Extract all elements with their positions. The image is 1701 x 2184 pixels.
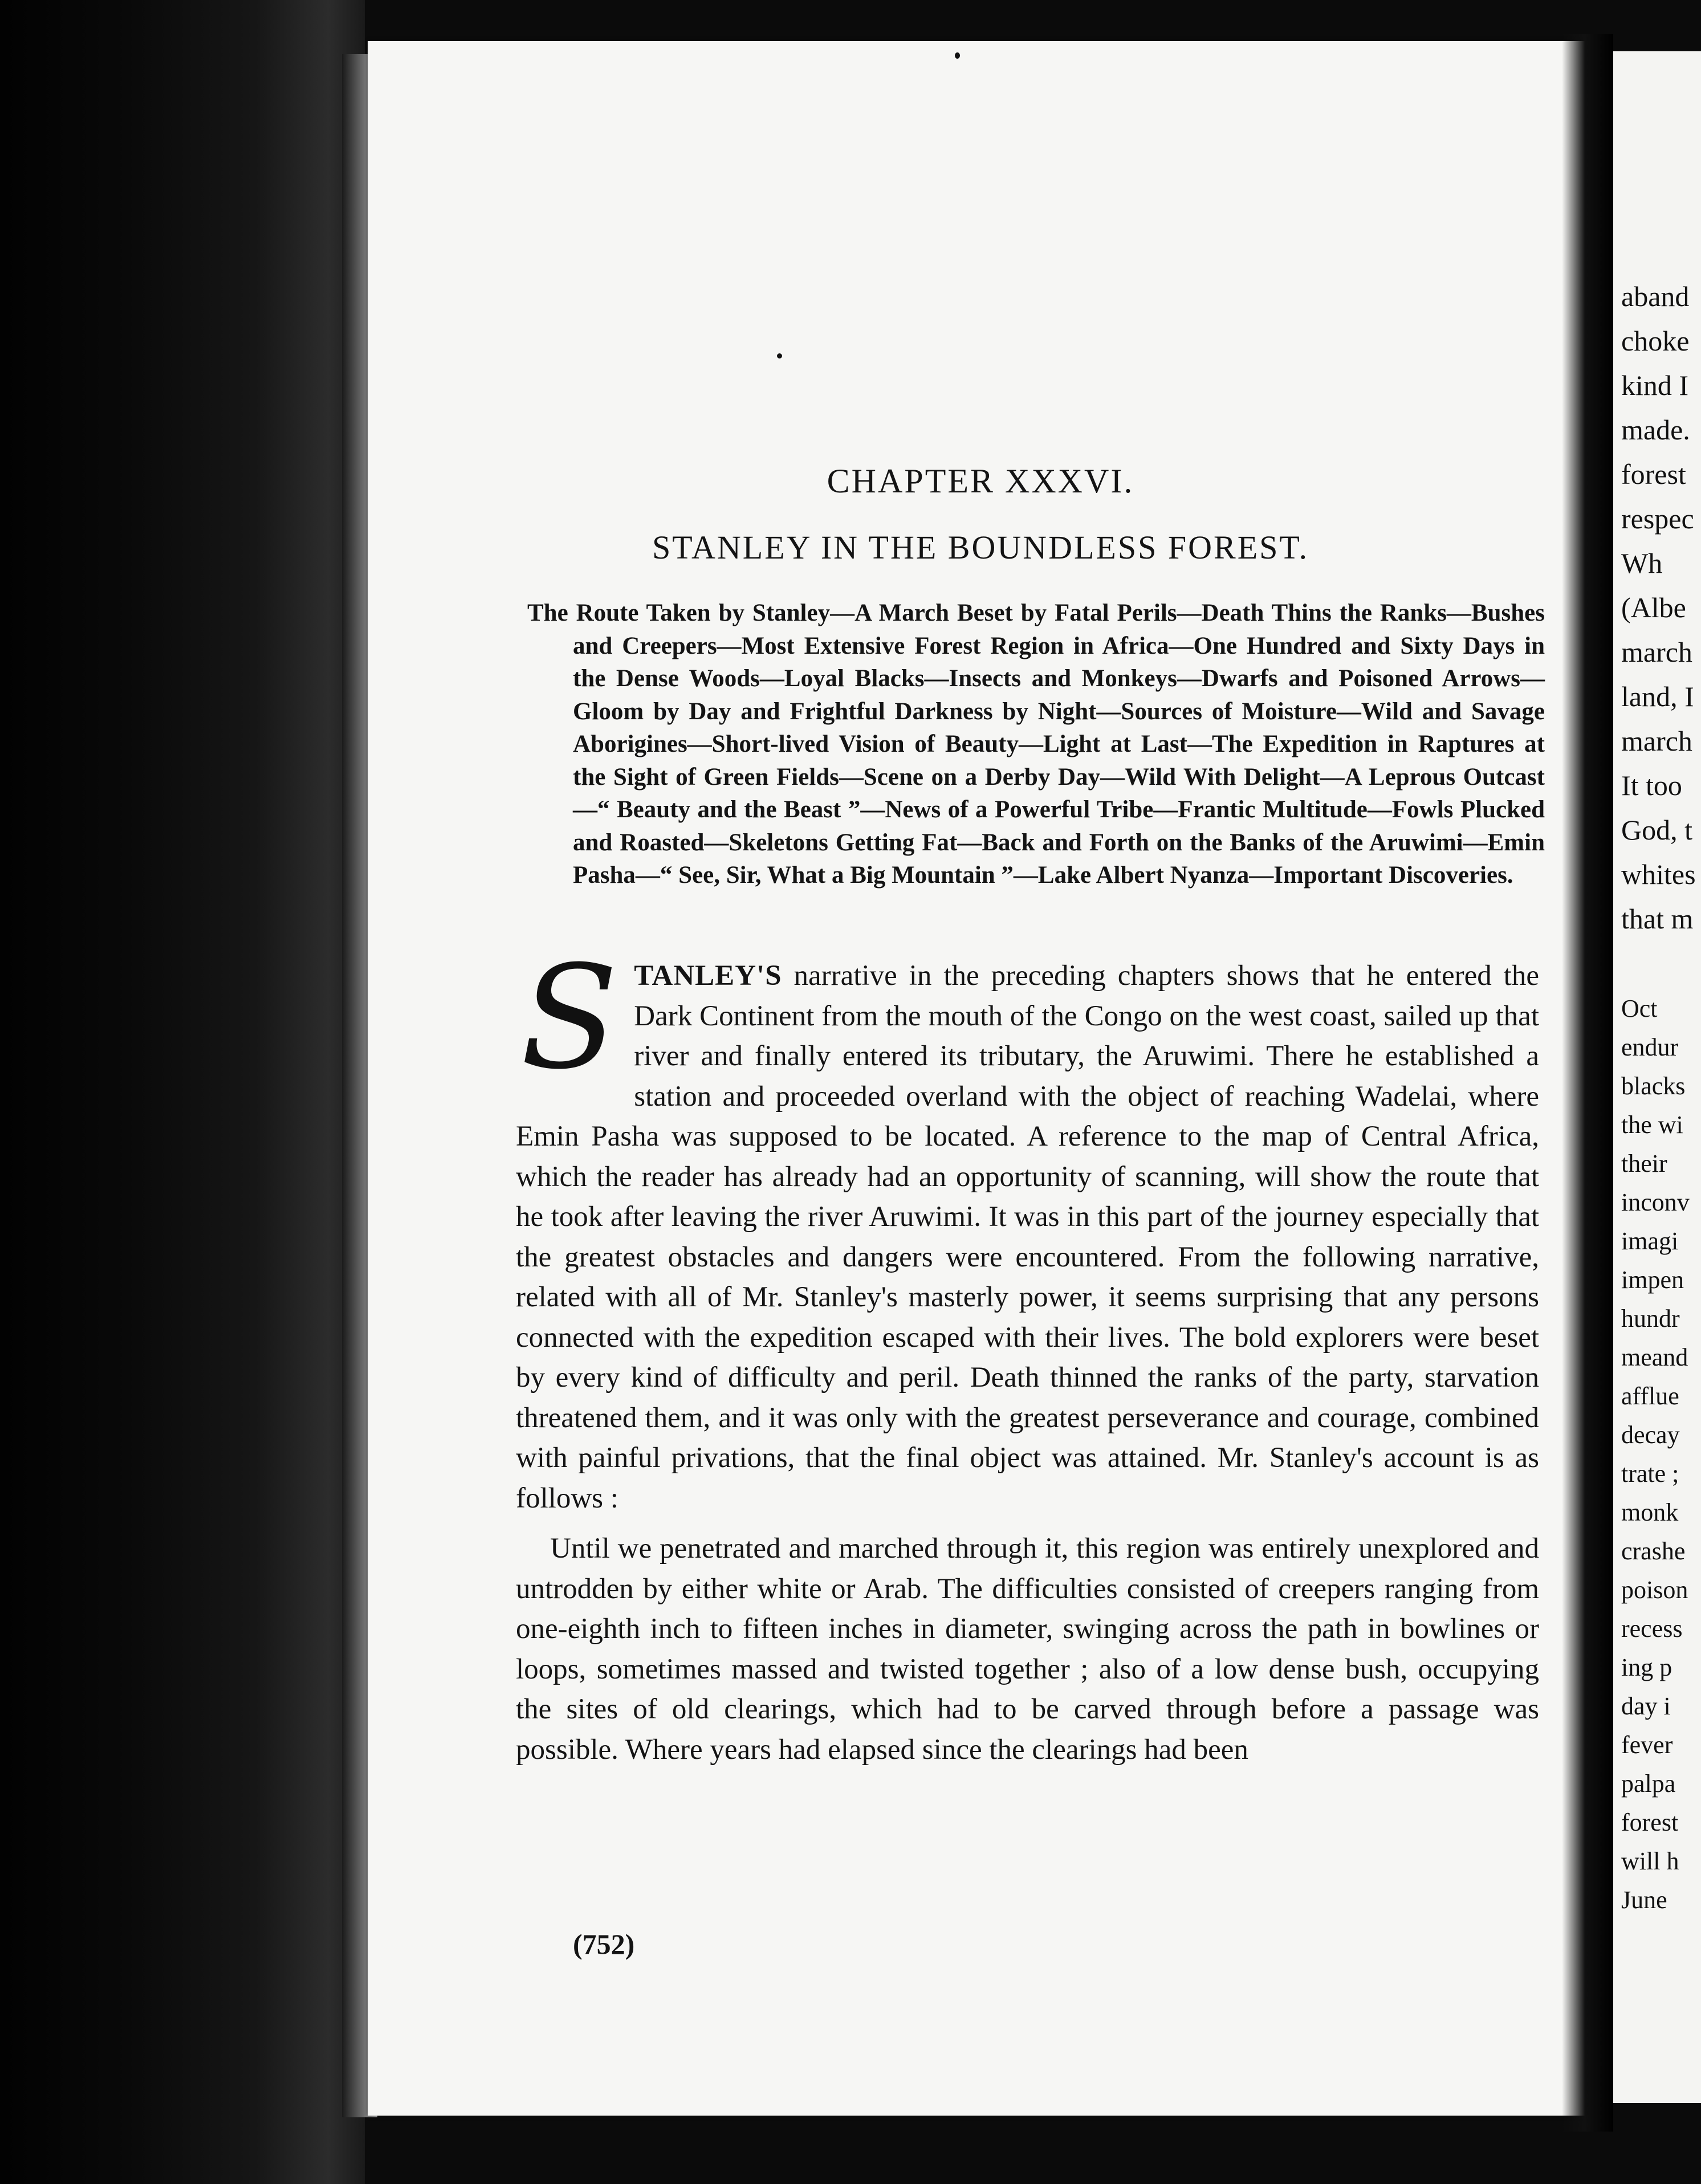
second-paragraph: Until we penetrated and marched through it, this region was entirely unexplored and untrodden by either white or Arab. The difficulties consisted of creepers ranging from one-eighth inch to fifteen inches in diameter, swinging across the path in bowlines or loops, sometimes massed and twisted together ; also of a low dense bush, occupying the sites of old clearings, which had to be carved through before a passage was possible. Where years had elapsed since the clearings had been xyxy=(516,1533,1539,1766)
facing-page-line: forest xyxy=(1621,1808,1679,1836)
facing-page-line: kind I xyxy=(1621,369,1689,401)
facing-page-line: ing p xyxy=(1621,1653,1672,1681)
book-page xyxy=(368,41,1593,2116)
facing-page-line: aband xyxy=(1621,280,1690,312)
facing-page-line: march xyxy=(1621,725,1692,757)
facing-page-line: decay xyxy=(1621,1421,1680,1449)
print-speck xyxy=(777,353,782,358)
drop-cap: S xyxy=(520,935,618,1101)
chapter-body xyxy=(516,935,1539,1770)
facing-page-line: the wi xyxy=(1621,1111,1683,1139)
chapter-title: STANLEY IN THE BOUNDLESS FOREST. xyxy=(652,529,1309,566)
book-spine-shadow xyxy=(0,0,365,2184)
facing-page-line: fever xyxy=(1621,1731,1673,1759)
facing-page-line: blacks xyxy=(1621,1072,1686,1100)
facing-page-line: hundr xyxy=(1621,1305,1680,1333)
page-number: (752) xyxy=(573,1928,635,1960)
facing-page-line: crashe xyxy=(1621,1537,1686,1565)
facing-page-line: poison xyxy=(1621,1576,1688,1604)
paragraph-text: narrative in the preceding chapters shows that he entered the Dark Continent from the mouth of the Congo on the west coast, sailed up that river and finally entered its tributary, the Aruwimi. There he established a station and proceeded overland with the object of reaching Wadelai, where Emin Pasha was supposed to be located. A reference to the map of Central Africa, which the reader has already had an opportunity of scanning, will show the route that he took after leaving the river Aruwimi. It was in this part of the journey especially that the greatest obstacles and dangers were encountered. From the following narrative, related with all of Mr. Stanley's masterly power, it seems surprising that any persons connected with the expedition escaped with their lives. The bold explorers were beset by every kind of difficulty and peril. Death thinned the ranks of the party, starvation threatened them, and it was only with the greatest perseverance and courage, combined with painful privations, that the final object was attained. Mr. Stanley's account is as follows : xyxy=(516,960,1539,1514)
facing-page xyxy=(1613,51,1701,2103)
facing-page-line: Wh xyxy=(1621,547,1663,579)
facing-page-line: endur xyxy=(1621,1033,1679,1061)
facing-page-line: forest xyxy=(1621,458,1686,490)
facing-page-line: trate ; xyxy=(1621,1460,1679,1488)
facing-page-line: inconv xyxy=(1621,1188,1690,1216)
facing-page-line: recess xyxy=(1621,1615,1683,1643)
facing-page-line: (Albe xyxy=(1621,592,1686,624)
facing-page-line: choke xyxy=(1621,325,1690,357)
book-gutter xyxy=(1562,34,1613,2132)
chapter-heading: CHAPTER XXXVI. xyxy=(827,462,1134,500)
facing-page-line: It too xyxy=(1621,769,1682,801)
facing-page-line: day i xyxy=(1621,1692,1671,1720)
opening-paragraph xyxy=(516,935,1539,1518)
facing-page-line: will h xyxy=(1621,1847,1679,1875)
facing-page-line: impen xyxy=(1621,1266,1684,1294)
facing-page-line: march xyxy=(1621,636,1692,668)
chapter-summary: The Route Taken by Stanley—A March Beset by Fatal Perils—Death Thins the Ranks—Bushes and Creepers—Most Extensive Forest Region in Africa—One Hundred and Sixty Days in the Dense Woods—Loyal Blacks—Insects and Monkeys—Dwarfs and Poisoned Arrows—Gloom by Day and Frightful Darkness by Night—Sources of Moisture—Wild and Savage Aborigines—Short-lived Vision of Beauty—Light at Last—The Expedition in Raptures at the Sight of Green Fields—Scene on a Derby Day—Wild With Delight—A Leprous Outcast—“ Beauty and the Beast ”—News of a Powerful Tribe—Frantic Multitude—Fowls Plucked and Roasted—Skeletons Getting Fat—Back and Forth on the Banks of the Aruwimi—Emin Pasha—“ See, Sir, What a Big Mountain ”—Lake Albert Nyanza—Important Discoveries. xyxy=(527,600,1545,889)
facing-page-line: imagi xyxy=(1621,1227,1679,1255)
facing-page-line: made. xyxy=(1621,414,1690,446)
facing-page-line: land, I xyxy=(1621,681,1694,712)
facing-page-line: meand xyxy=(1621,1343,1688,1371)
facing-page-line: God, t xyxy=(1621,814,1692,846)
facing-page-line: Oct xyxy=(1621,995,1658,1022)
lead-word: TANLEY'S xyxy=(634,960,782,992)
facing-page-line: June xyxy=(1621,1886,1667,1914)
facing-page-line: respec xyxy=(1621,503,1694,535)
facing-page-line: monk xyxy=(1621,1498,1679,1526)
facing-page-line: that m xyxy=(1621,903,1694,935)
facing-page-line: afflue xyxy=(1621,1382,1679,1410)
print-speck xyxy=(955,52,960,59)
facing-page-line: their xyxy=(1621,1150,1667,1177)
facing-page-line: whites xyxy=(1621,858,1696,890)
facing-page-line: palpa xyxy=(1621,1770,1676,1798)
